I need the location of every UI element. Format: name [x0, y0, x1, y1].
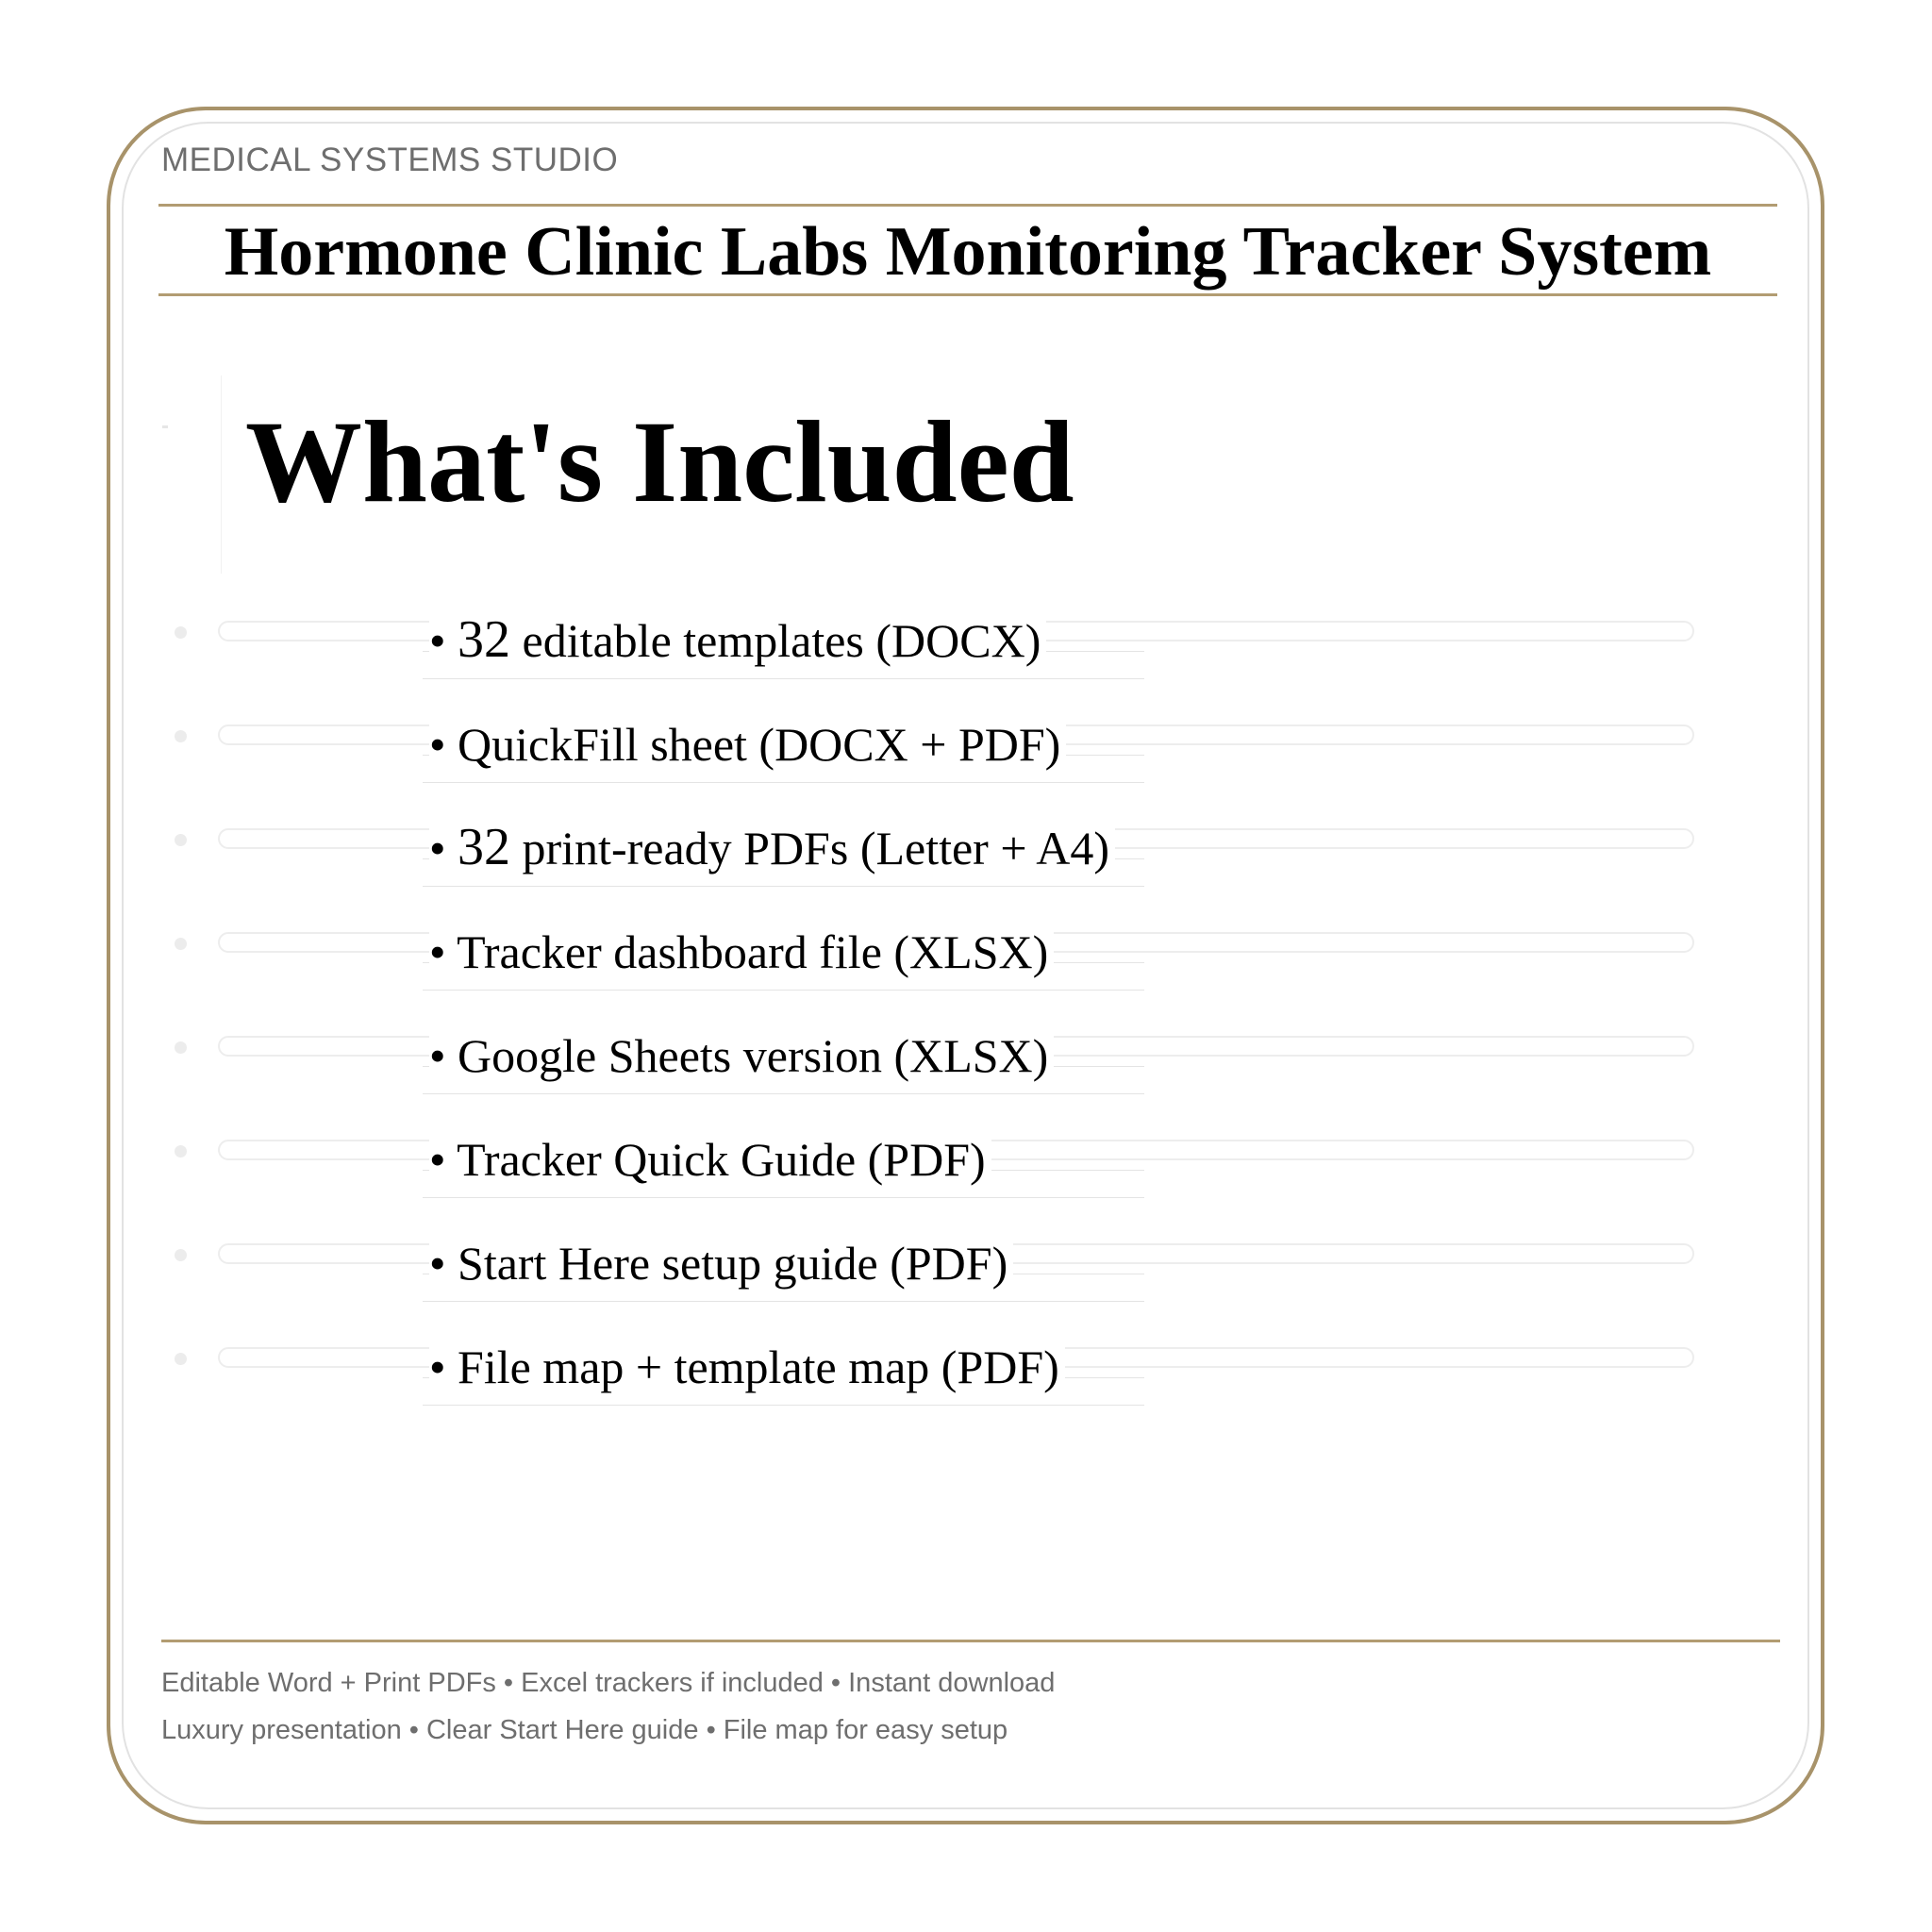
bullet: •: [429, 1029, 446, 1082]
item-text: editable templates (DOCX): [510, 614, 1041, 667]
list-item: [0, 925, 1932, 1032]
ghost-dot: [175, 1041, 187, 1054]
ghost-dot: [175, 1353, 187, 1365]
item-count: 32: [458, 610, 511, 669]
list-item-label: [429, 609, 1046, 671]
list-item-label: [429, 1024, 1054, 1086]
bullet: •: [429, 1341, 446, 1393]
list-item-label: [429, 1128, 991, 1190]
list-item-label: [429, 1232, 1013, 1293]
ghost-underline: [423, 1197, 1144, 1198]
footer-presentation-line: Luxury presentation • Clear Start Here guide • File map for easy setup: [161, 1715, 1008, 1745]
ghost-underline: [423, 990, 1144, 991]
list-item: [0, 818, 1932, 928]
ghost-dot: [175, 938, 187, 950]
item-text: Start Here setup guide (PDF): [445, 1237, 1008, 1290]
bullet: •: [429, 718, 446, 771]
ghost-underline: [423, 1301, 1144, 1302]
list-item-label: [429, 1336, 1065, 1397]
bullet: •: [429, 1237, 446, 1290]
item-text: Google Sheets version (XLSX): [445, 1029, 1049, 1082]
item-text: Tracker Quick Guide (PDF): [445, 1133, 986, 1186]
item-text: File map + template map (PDF): [445, 1341, 1059, 1393]
ghost-underline: [423, 1093, 1144, 1094]
list-item: [0, 1341, 1932, 1447]
list-item: [0, 1133, 1932, 1240]
footer-features-line: Editable Word + Print PDFs • Excel trackers if included • Instant download: [161, 1668, 1056, 1698]
list-item: [0, 1237, 1932, 1343]
ghost-dot: [175, 834, 187, 846]
item-text: QuickFill sheet (DOCX + PDF): [445, 718, 1061, 771]
ghost-underline: [423, 678, 1144, 679]
ghost-underline: [423, 1405, 1144, 1406]
product-title: Hormone Clinic Labs Monitoring Tracker System: [224, 213, 1712, 291]
item-text: Tracker dashboard file (XLSX): [445, 925, 1049, 978]
bullet: •: [429, 614, 446, 667]
list-item: [0, 1029, 1932, 1136]
list-item-label: [429, 713, 1066, 774]
item-text: print-ready PDFs (Letter + A4): [510, 822, 1110, 874]
ghost-dot: [175, 626, 187, 639]
list-item-label: [429, 817, 1115, 878]
list-item: [0, 718, 1932, 824]
ghost-dot: [175, 730, 187, 742]
bullet: •: [429, 925, 446, 978]
section-heading: What's Included: [245, 397, 1074, 526]
ghost-dot: [175, 1249, 187, 1261]
ghost-dot: [175, 1145, 187, 1158]
list-item-label: [429, 921, 1054, 982]
list-item: [0, 610, 1932, 721]
bullet: •: [429, 822, 446, 874]
footer-rule: [161, 1640, 1780, 1642]
ghost-underline: [423, 782, 1144, 783]
brand-label: MEDICAL SYSTEMS STUDIO: [161, 142, 619, 178]
ghost-underline: [423, 886, 1144, 887]
item-count: 32: [458, 818, 511, 876]
bullet: •: [429, 1133, 446, 1186]
